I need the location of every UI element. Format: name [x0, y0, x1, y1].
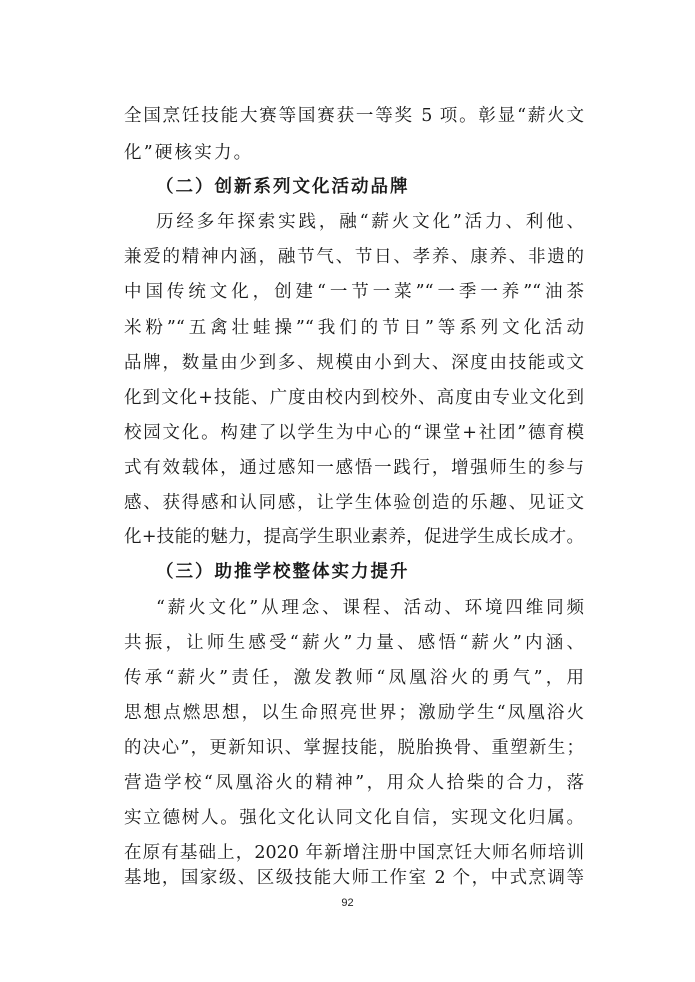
paragraph-line: 兼爱的精神内涵，融节气、节日、孝养、康养、非遗的	[124, 247, 584, 267]
paragraph-line: 化+技能的魅力，提高学生职业素养，促进学生成长成才。	[124, 527, 584, 547]
section-heading-innovation: （二）创新系列文化活动品牌	[156, 177, 410, 197]
paragraph-line: 思想点燃思想，以生命照亮世界；激励学生“凤凰浴火	[124, 703, 584, 723]
paragraph-line: 全国烹饪技能大赛等国赛获一等奖 5 项。彰显“薪火文	[124, 106, 584, 126]
paragraph-line: 基地，国家级、区级技能大师工作室 2 个，中式烹调等	[124, 868, 584, 888]
paragraph-line: 式有效载体，通过感知一感悟一践行，增强师生的参与	[124, 458, 584, 478]
paragraph-line: 校园文化。构建了以学生为中心的“课堂+社团”德育模	[124, 423, 584, 443]
paragraph-line: 的决心”，更新知识、掌握技能，脱胎换骨、重塑新生；	[124, 738, 584, 758]
paragraph-line: 中国传统文化，创建“一节一菜”“一季一养”“油茶	[124, 282, 584, 302]
section-heading-strength: （三）助推学校整体实力提升	[156, 562, 410, 582]
paragraph-line: 感、获得感和认同感，让学生体验创造的乐趣、见证文	[124, 493, 584, 513]
paragraph-line: 历经多年探索实践，融“薪火文化”活力、利他、	[156, 212, 584, 232]
page-number: 92	[341, 897, 354, 909]
paragraph-line: 化”硬核实力。	[124, 143, 254, 163]
paragraph-line: 在原有基础上，2020 年新增注册中国烹饪大师名师培训	[124, 843, 584, 863]
paragraph-line: 米粉”“五禽壮蛙操”“我们的节日”等系列文化活动	[124, 318, 584, 338]
paragraph-line: 品牌，数量由少到多、规模由小到大、深度由技能或文	[124, 353, 584, 373]
paragraph-line: 共振，让师生感受“薪火”力量、感悟“薪火”内涵、	[124, 633, 584, 653]
paragraph-line: “薪火文化”从理念、课程、活动、环境四维同频	[156, 598, 584, 618]
paragraph-line: 实立德树人。强化文化认同文化自信，实现文化归属。	[124, 808, 584, 828]
paragraph-line: 传承“薪火”责任，激发教师“凤凰浴火的勇气”，用	[124, 668, 584, 688]
paragraph-line: 营造学校“凤凰浴火的精神”，用众人拾柴的合力，落	[124, 773, 584, 793]
paragraph-line: 化到文化+技能、广度由校内到校外、高度由专业文化到	[124, 388, 584, 408]
